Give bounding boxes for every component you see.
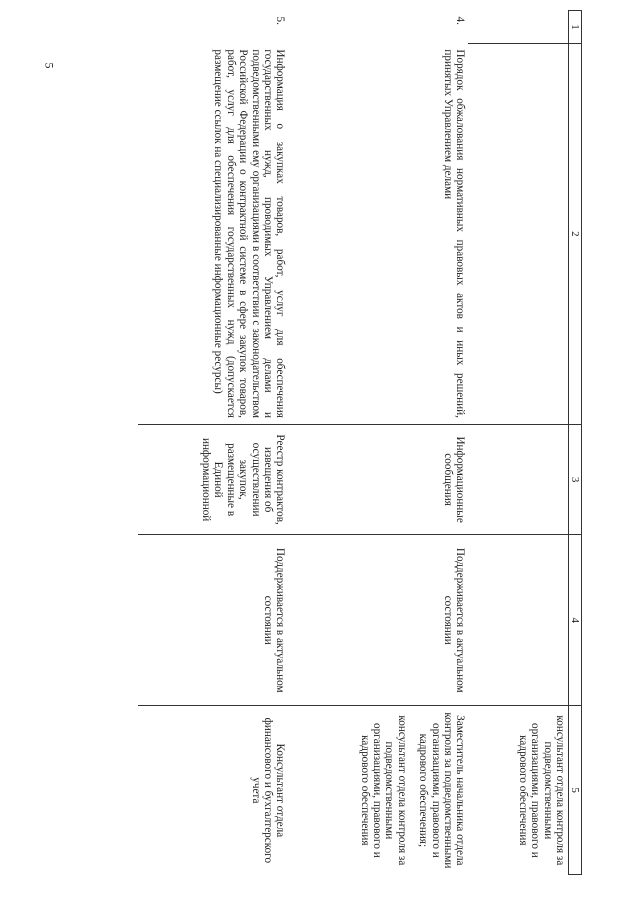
row-number: 5. xyxy=(274,16,287,25)
row-number: 4. xyxy=(454,16,467,25)
document-table xyxy=(139,10,583,875)
table-row xyxy=(139,11,289,875)
table-row-continuation xyxy=(469,11,569,875)
row-update-frequency: Поддерживается в актуальном состоянии xyxy=(289,535,469,706)
rotated-table-page xyxy=(112,10,582,890)
table-row xyxy=(289,11,469,875)
row-publication-form: Информационные сообщения xyxy=(289,424,469,534)
row-responsible: Консультант отдела финансового и бухгалтерского учета xyxy=(139,706,289,875)
cont-responsible: консультант отдела контроля за подведомственными организациями, правового и кадрового обеспечения xyxy=(469,706,569,875)
responsible-consultant: консультант отдела контроля за подведомственными организациями, правового и кадрового обеспечения xyxy=(358,715,408,866)
row-info-description: Информация о закупках товаров, работ, услуг для обеспечения государственных нужд, проводимых Управлением делами и подведомственными ему организациями в соответствии с законодательством Российской Федерации о контрактной системе в сфере закупок товаров, работ, услуг для обеспечения государственных нужд (допускается размещение ссылок на специализированные информационные ресурсы) xyxy=(212,49,287,418)
row-responsible xyxy=(289,706,469,875)
responsible-deputy: Заместитель начальника отдела контроля за подведомственными организациями, правового и кадрового обеспечения; xyxy=(417,712,467,869)
header-col-2: 2 xyxy=(569,43,582,424)
header-row xyxy=(569,11,582,875)
header-col-5: 5 xyxy=(569,706,582,875)
row-info-description: Порядок обжалования нормативных правовых актов и иных решений, принятых Управлением делами xyxy=(442,49,467,418)
header-col-3: 3 xyxy=(569,424,582,534)
header-col-4: 4 xyxy=(569,535,582,706)
row-update-frequency: Поддерживается в актуальном состоянии xyxy=(139,535,289,706)
page-number: 5 xyxy=(42,62,57,69)
row-publication-form: Реестр контрактов, извещения об осуществлении закупок, размещенные в Единой информационной xyxy=(139,424,289,534)
header-col-1: 1 xyxy=(569,11,582,44)
